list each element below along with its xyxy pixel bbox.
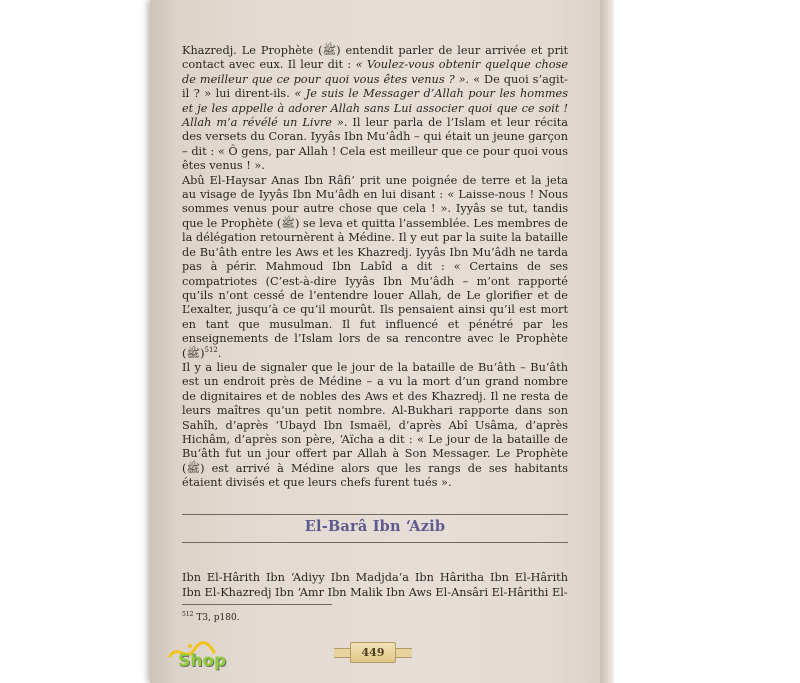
footnote-text: T3, p180. bbox=[193, 613, 240, 623]
paragraph-2 bbox=[182, 174, 568, 361]
footnote-reference: 512 bbox=[204, 345, 218, 354]
paragraph-1-mid: « De quoi s’agit-il ? » lui dirent-ils. bbox=[182, 72, 569, 101]
page-edge bbox=[600, 0, 614, 683]
paragraph-1-italic-quote-1: « Voulez-vous obtenir quelque chose de meilleur que ce pour quoi vous êtes venus ? ». bbox=[182, 58, 569, 86]
paragraph-1 bbox=[182, 44, 568, 174]
section-body: Ibn El-Hârith Ibn ‘Adiyy Ibn Madjda‘a Ibn Hâritha Ibn El-Hârith Ibn El-Khazredj Ibn ‘Amr Ibn Malik Ibn Aws El-Ansâri El-Hârithi El- bbox=[182, 571, 568, 599]
paragraph-2-end: . bbox=[217, 346, 222, 360]
page-number-ornament-right bbox=[394, 648, 412, 658]
footnote-rule bbox=[182, 604, 332, 605]
paragraph-3: Il y a lieu de signaler que le jour de la bataille de Bu‘âth – Bu‘âth est un endroit près de Médine – a vu la mort d’un grand nombre de dignitaires et de nobles des Aws et des Khazredj. Il ne resta de leurs maîtres qu’un petit nombre. Al-Bukhari rapporte dans son Sahîh, d’après ‘Ubayd Ibn Ismaël, d’après Abî Usâma, d’après Hichâm, d’après son père, ‘Aïcha a dit : « Le jour de la bataille de Bu‘âth fut un jour offert par Allah à Son Messager. Le Prophète (ﷺ) est arrivé à Médine alors que les rangs de ses habitants étaient divisés et que leurs chefs furent tués ». bbox=[182, 360, 568, 490]
paragraph-1-post: Il leur parla de l’Islam et leur récita des versets du Coran. Iyyâs Ibn Mu‘âdh – qui était un jeune garçon – dit : « Ô gens, par Allah ! Cela est meilleur que ce pour quoi vous êtes venus ! ». bbox=[182, 116, 568, 173]
paragraph-1-pre: Khazredj. Le Prophète (ﷺ) entendit parler de leur arrivée et prit contact avec eux. Il leur dit : bbox=[182, 44, 569, 72]
paragraph-1-italic-quote-2: « Je suis le Messager d’Allah pour les hommes et je les appelle à adorer Allah sans Lui associer quoi que ce soit ! Allah m’a révélé un Livre ». bbox=[182, 87, 569, 130]
section-title: El-Barâ Ibn ‘Azib bbox=[304, 518, 446, 535]
shop-logo: Shop bbox=[178, 651, 227, 671]
section-rule-bottom bbox=[182, 542, 568, 543]
body-text bbox=[182, 44, 568, 491]
page-number: 449 bbox=[350, 642, 396, 663]
footnote-number: 512 bbox=[182, 611, 194, 618]
footnote bbox=[182, 611, 240, 623]
section-rule-top bbox=[182, 514, 568, 515]
paragraph-2-text: Abû El-Haysar Anas Ibn Râfi‘ prit une poignée de terre et la jeta au visage de Iyyâs Ibn Mu‘âdh en lui disant : « Laisse-nous ! Nous sommes venus pour autre chose que cela ! ». Iyyâs se tut, tandis que le Prophète (ﷺ) se leva et quitta l’assemblée. Les membres de la délégation retournèrent à Médine. Il y eut par la suite la bataille de Bu‘âth entre les Aws et les Khazredj. Iyyâs Ibn Mu‘âdh ne tarda pas à périr. Mahmoud Ibn Labîd a dit : « Certains de ses compatriotes (C’est-à-dire Iyyâs Ibn Mu‘âdh – m’ont rapporté qu’ils n’ont cessé de l’entendre louer Allah, de Le glorifier et de L’exalter, jusqu’à ce qu’il mourût. Ils pensaient ainsi qu’il est mort en tant que musulman. Il fut influencé et pénétré par les enseignements de l’Islam lors de sa rencontre avec le Prophète (ﷺ) bbox=[182, 173, 568, 360]
